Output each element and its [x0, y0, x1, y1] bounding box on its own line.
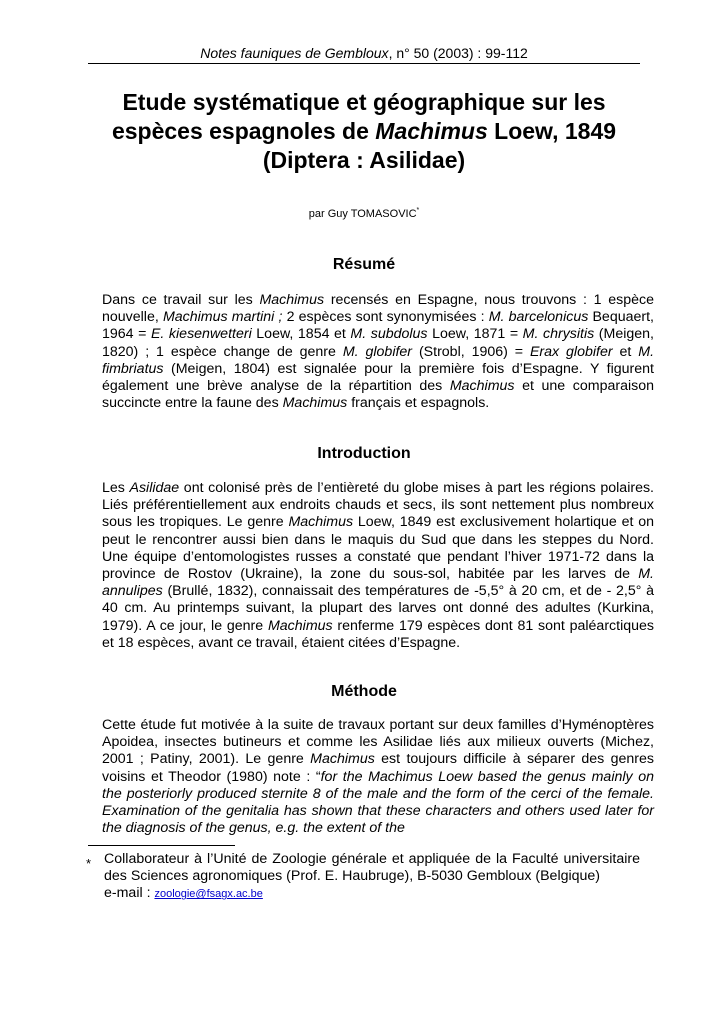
introduction-heading: Introduction	[317, 445, 411, 462]
email-label: e-mail :	[104, 885, 155, 902]
methode-heading: Méthode	[331, 683, 397, 700]
footnote-text: Collaborateur à l’Unité de Zoologie générale et appliquée de la Faculté universitaire des Sciences agronomiques (Prof. E. Haubruge), B-5030 Gembloux (Belgique)	[104, 851, 640, 885]
author-name: par Guy TOMASOVIC	[308, 208, 417, 220]
footnote	[104, 851, 640, 904]
journal-name: Notes fauniques de Gembloux	[200, 45, 389, 61]
title-line-3: (Diptera : Asilidae)	[262, 147, 466, 173]
footnote-mark: *	[86, 856, 92, 871]
title-genus: Machimus	[375, 118, 488, 144]
email-link[interactable]: zoologie@fsagx.ac.be	[154, 888, 263, 901]
theodor-quote: for the Machimus Loew based the genus mainly on the posteriorly produced sternite 8 of the male and the form of the cerci of the female. Examination of the genitalia has shown that these characters and others used later for the diagnosis of the genus, e.g. the extent of the	[102, 768, 654, 837]
journal-header	[88, 44, 640, 62]
title-line-1: Etude systématique et géographique sur les	[122, 89, 606, 115]
header-rule	[88, 63, 640, 64]
footnote-rule	[88, 845, 235, 846]
title-line-2: espèces espagnoles de Machimus Loew, 1849	[111, 118, 617, 144]
resume-paragraph: Dans ce travail sur les Machimus recensés en Espagne, nous trouvons : 1 espèce nouvelle, Machimus martini ; 2 espèces sont synonymisées : M. barcelonicus Bequaert, 1964 = E. kiesenwetteri Loew, 1854 et M. subdolus Loew, 1871 = M. chrysitis (Meigen, 1820) ; 1 espèce change de genre M. globifer (Strobl, 1906) = Erax globifer et M. fimbriatus (Meigen, 1804) est signalée pour la première fois d’Espagne. Y figurent également une brève analyse de la répartition des Machimus et une comparaison succincte entre la faune des Machimus français et espagnols.	[102, 292, 655, 412]
introduction-paragraph: Les Asilidae ont colonisé près de l’entièreté du globe mises à part les régions polaires. Liés préférentiellement aux endroits chauds et secs, ils sont nettement plus nombreux sous les tropiques. Le genre Machimus Loew, 1849 est exclusivement holartique et on peut le rencontrer aussi bien dans le maquis du Sud que dans les steppes du Nord. Une équipe d’entomologistes russes a constaté que pendant l’hiver 1971-72 dans la province de Rostov (Ukraine), la zone du sous-sol, habitée par les larves de M. annulipes (Brullé, 1832), connaissait des températures de -5,5° à 20 cm, et de - 2,5° à 40 cm. Au printemps suivant, la plupart des larves ont donné des adultes (Kurkina, 1979). A ce jour, le genre Machimus renferme 179 espèces dont 81 sont paléarctiques et 18 espèces, avant ce travail, étaient citées d’Espagne.	[102, 480, 655, 651]
paper-title	[88, 88, 640, 175]
resume-heading: Résumé	[332, 256, 396, 273]
methode-paragraph: Cette étude fut motivée à la suite de travaux portant sur deux familles d’Hyménoptères Apoidea, insectes butineurs et comme les Asilidae liés aux milieux ouverts (Michez, 2001 ; Patiny, 2001). Le genre Machimus est toujours difficile à séparer des genres voisins et Theodor (1980) note : “for the Machimus Loew based the genus mainly on the posteriorly produced sternite 8 of the male and the form of the cerci of the female. Examination of the genitalia has shown that these characters and others used later for the diagnosis of the genus, e.g. the extent of the	[102, 717, 654, 837]
author-footnote-mark: *	[416, 207, 420, 214]
author-line	[88, 204, 640, 221]
journal-issue: , n° 50 (2003) : 99-112	[388, 45, 528, 61]
